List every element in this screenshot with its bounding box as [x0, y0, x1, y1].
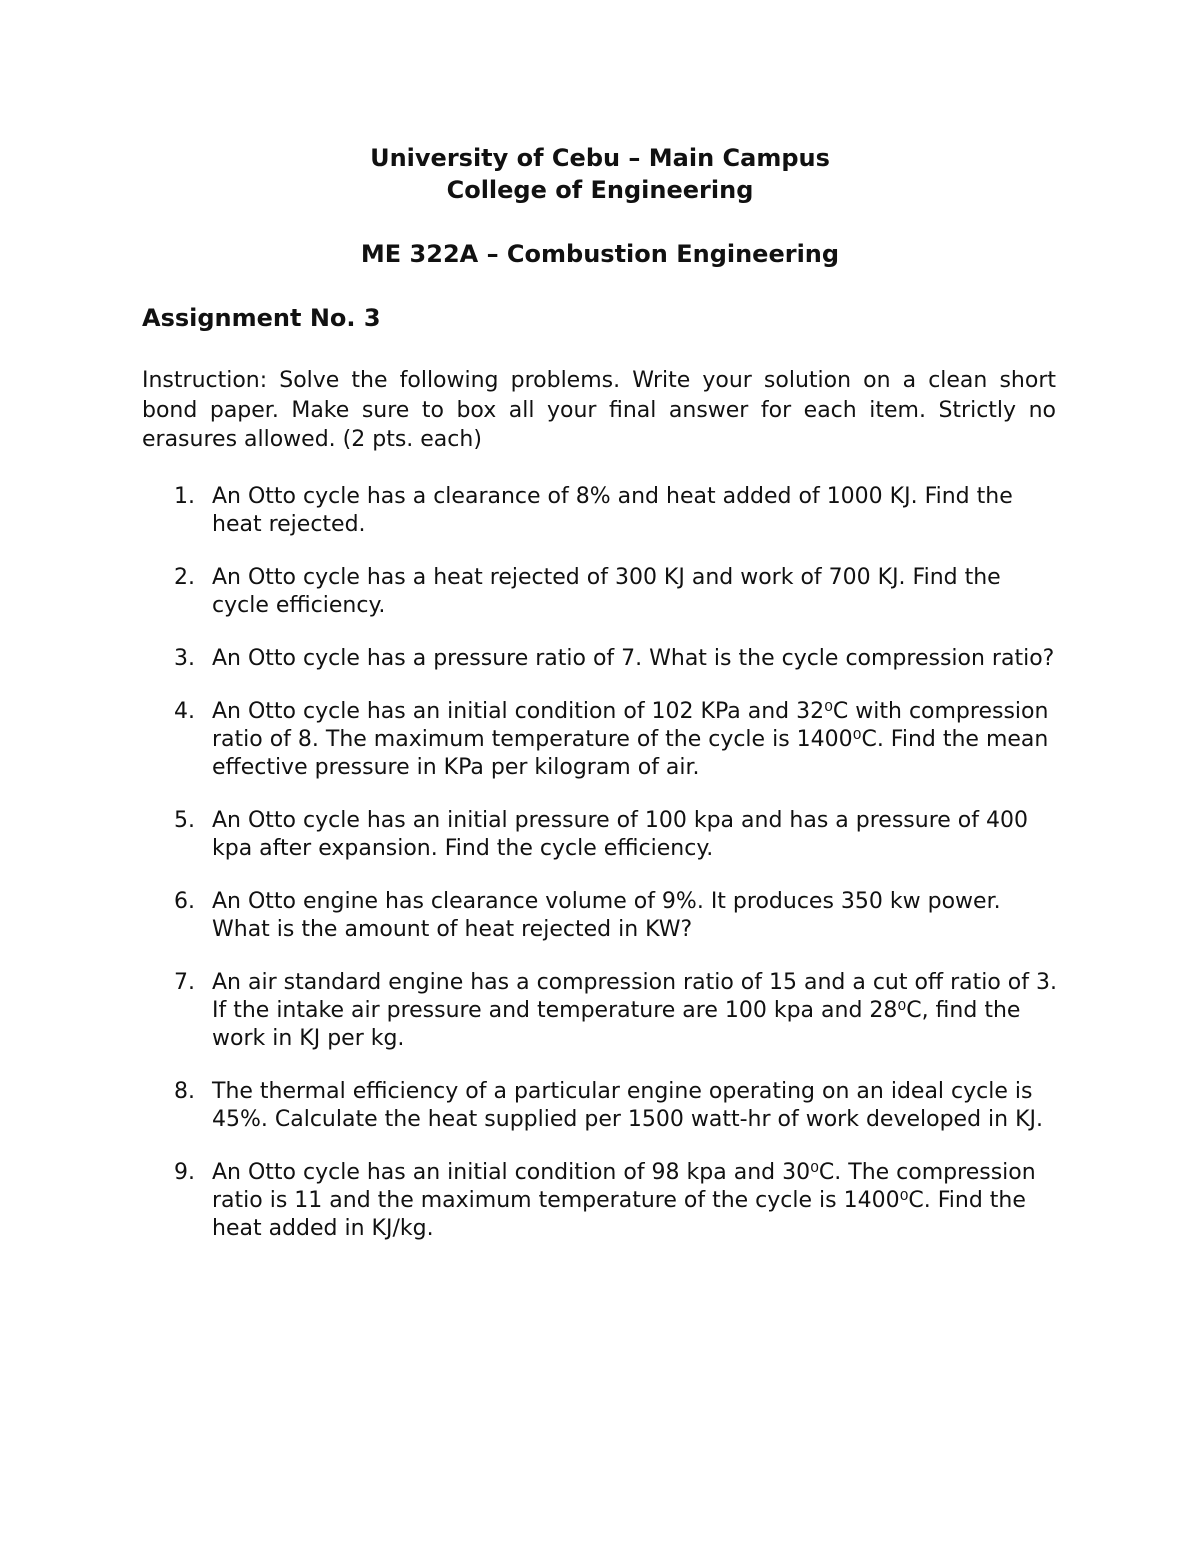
problem-number: 7.	[174, 970, 195, 995]
problem-text: An Otto cycle has a pressure ratio of 7. What is the cycle compression ratio?	[212, 646, 1055, 671]
problem-number: 1.	[174, 484, 195, 509]
problem-text: An Otto cycle has an initial condition of 102 KPa and 32⁰C with compression ratio of 8. The maximum temperature of the cycle is 1400⁰C. Find the mean effective pressure in KPa per kilogram of air.	[212, 699, 1049, 780]
problem-text: An air standard engine has a compression ratio of 15 and a cut off ratio of 3. If the intake air pressure and temperature are 100 kpa and 28⁰C, find the work in KJ per kg.	[212, 970, 1057, 1051]
university-name: University of Cebu – Main Campus	[370, 144, 830, 172]
problem-item	[142, 969, 1062, 1053]
problem-number: 8.	[174, 1079, 195, 1104]
problem-text: An Otto engine has clearance volume of 9%. It produces 350 kw power. What is the amount of heat rejected in KW?	[212, 889, 1001, 942]
problem-item	[142, 483, 1062, 539]
assignment-title: Assignment No. 3	[142, 304, 381, 332]
problem-item	[142, 698, 1062, 782]
problem-text: An Otto cycle has a clearance of 8% and heat added of 1000 KJ. Find the heat rejected.	[212, 484, 1013, 537]
college-name: College of Engineering	[446, 176, 754, 204]
problem-number: 6.	[174, 889, 195, 914]
problem-number: 3.	[174, 646, 195, 671]
problem-text: An Otto cycle has a heat rejected of 300 KJ and work of 700 KJ. Find the cycle efficiency.	[212, 565, 1001, 618]
problem-list	[142, 483, 1062, 1268]
problem-number: 4.	[174, 699, 195, 724]
problem-item	[142, 888, 1062, 944]
problem-text: An Otto cycle has an initial condition of 98 kpa and 30⁰C. The compression ratio is 11 and the maximum temperature of the cycle is 1400⁰C. Find the heat added in KJ/kg.	[212, 1160, 1036, 1241]
problem-item	[142, 1159, 1062, 1243]
instruction-text: Instruction: Solve the following problems. Write your solution on a clean short bond paper. Make sure to box all your final answer for each item. Strictly no erasures allowed. (2 pts. each)	[142, 368, 1056, 452]
problem-text: The thermal efficiency of a particular engine operating on an ideal cycle is 45%. Calculate the heat supplied per 1500 watt-hr of work developed in KJ.	[212, 1079, 1043, 1132]
problem-text: An Otto cycle has an initial pressure of 100 kpa and has a pressure of 400 kpa after expansion. Find the cycle efficiency.	[212, 808, 1028, 861]
problem-item	[142, 807, 1062, 863]
problem-item	[142, 1078, 1062, 1134]
problem-number: 2.	[174, 565, 195, 590]
problem-number: 9.	[174, 1160, 195, 1185]
problem-number: 5.	[174, 808, 195, 833]
problem-item	[142, 645, 1062, 673]
problem-item	[142, 564, 1062, 620]
course-title: ME 322A – Combustion Engineering	[360, 240, 840, 268]
